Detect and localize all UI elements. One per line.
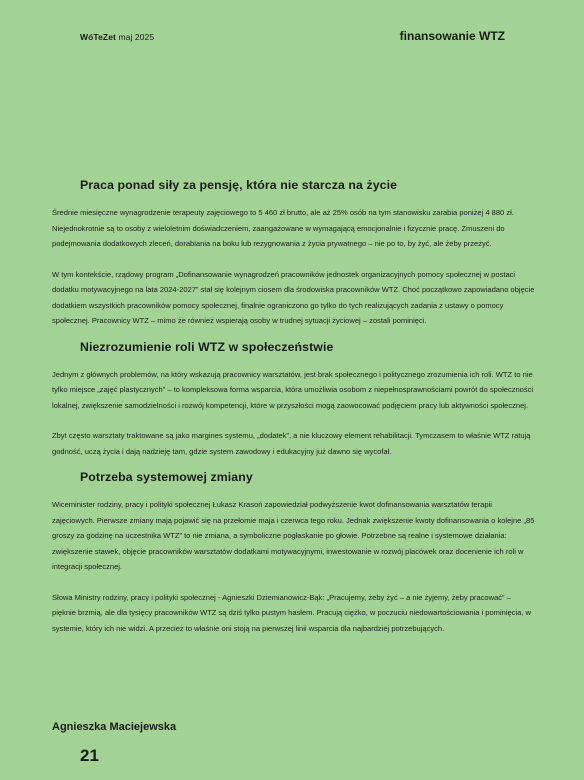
article-body <box>52 178 536 636</box>
page-number: 21 <box>80 746 99 765</box>
issue-date: maj 2025 <box>118 32 155 42</box>
paragraph: Średnie miesięczne wynagrodzenie terapeuty zajęciowego to 5 460 zł brutto, ale aż 25% osób na tym stanowisku zarabia poniżej 4 880 zł. Niejednokrotnie są to osoby z wieloletnim doświadczeniem, zaangażowane w wymagającą emocjonalnie i fizycznie pracę. Zmuszeni do podejmowania dodatkowych zleceń, dorabiania na boku lub rezygnowania z życia prywatnego – nie po to, by żyć, ale żeby przeżyć. <box>52 208 514 248</box>
section-title: finansowanie WTZ <box>399 29 505 43</box>
magazine-brand: WóTeZet <box>80 32 116 42</box>
paragraph: Zbyt często warsztaty traktowane są jako margines systemu, „dodatek”, a nie kluczowy element rehabilitacji. Tymczasem to właśnie WTZ ratują godność, uczą życia i dają nadzieję tam, gdzie system zawodowy i edukacyjny już dawno się wycofał. <box>52 431 531 456</box>
paragraph: Jednym z głównych problemów, na który wskazują pracownicy warsztatów, jest brak społecznego i politycznego zrozumienia ich roli. WTZ to nie tylko miejsce „zajęć plastycznych” – to kompleksowa forma wsparcia, która umożliwia osobom z niepełnosprawnościami powrót do społeczności lokalnej, zwiększenie samodzielności i rozwój kompetencji, które w przyszłości mogą zaowocować podjęciem pracy lub aktywności społecznej. <box>52 369 534 410</box>
section-heading: Potrzeba systemowej zmiany <box>80 470 253 484</box>
paragraph: W tym kontekście, rządowy program „Dofinansowanie wynagrodzeń pracowników jednostek organizacyjnych pomocy społecznej w postaci dodatku motywacyjnego na lata 2024-2027” stał się kolejnym ciosem dla środowiska pracowników WTZ. Choć początkowo zapowiadano objęcie dodatkiem wszystkich pracowników pomocy społecznej, finalnie ograniczono go tylko do tych realizujących zadania z ustawy o pomocy społecznej. Pracownicy WTZ – mimo że również wspierają osoby w trudnej sytuacji życiowej – zostali pominięci. <box>52 269 535 325</box>
running-header <box>80 32 154 42</box>
section-heading: Niezrozumienie roli WTZ w społeczeństwie <box>80 339 334 354</box>
paragraph: Wiceminister rodziny, pracy i polityki społecznej Łukasz Krasoń zapowiedział podwyższenie kwot dofinansowania warsztatów terapii zajęciowych. Pierwsze zmiany mają pojawić się na przełomie maja i czerwca tego roku. Jednak zwiększenie kwoty dofinansowania o kolejne „85 groszy za godzinę na uczestnika WTZ” to nie zmiana, a symboliczne pogłaskanie po głowie. Potrzebne są realne i systemowe działania: zwiększenie stawek, objęcie pracowników warsztatów dodatkami motywacyjnymi, inwestowanie w rozwój placówek oraz docenienie ich roli w integracji społecznej. <box>52 500 535 571</box>
section-heading: Praca ponad siły za pensję, która nie starcza na życie <box>80 178 398 192</box>
article-author: Agnieszka Maciejewska <box>52 721 177 733</box>
paragraph: Słowa Ministry rodziny, pracy i polityki społecznej - Agnieszki Dziemianowicz-Bąk: „Pracujemy, żeby żyć – a nie żyjemy, żeby pracować” – pięknie brzmią, ale dla tysięcy pracowników WTZ są dziś tylko pustym hasłem. Pracują ciężko, w poczuciu niedowartościowania i pominięcia, w systemie, który ich nie widzi. A przecież to właśnie oni stoją na pierwszej linii wsparcia dla najbardziej potrzebujących. <box>52 592 531 633</box>
